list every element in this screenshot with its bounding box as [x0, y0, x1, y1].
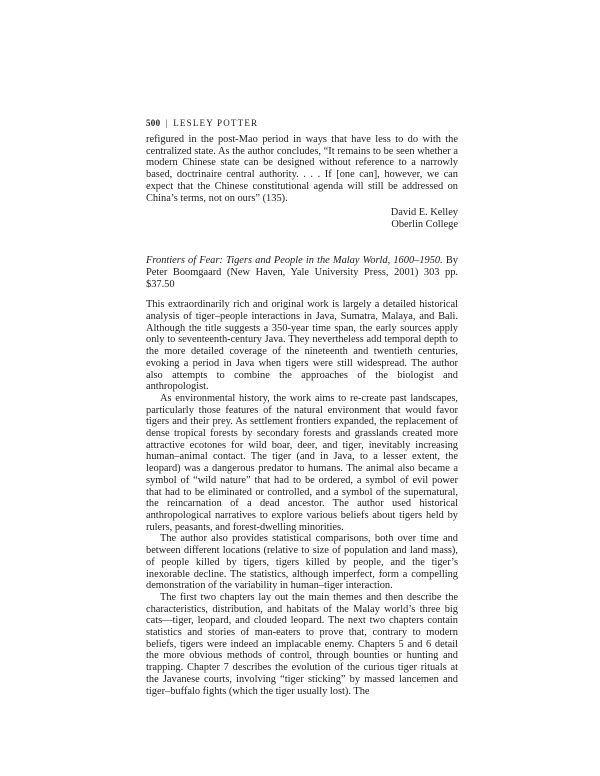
header-separator: |: [165, 118, 169, 128]
review-paragraph-3: The author also provides statistical comparisons, both over time and between different locations (relative to size of population and land mass), of people killed by tigers, tigers killed by people, and the tiger’s inexorable decline. The statistics, although imperfect, form a compelling demonstration of the variability in human–tiger interaction.: [146, 533, 458, 592]
journal-page: [146, 117, 458, 697]
book-title: Frontiers of Fear: Tigers and People in the Malay World, 1600–1950.: [146, 255, 443, 267]
review-paragraph-4: The first two chapters lay out the main themes and then describe the characteristics, distribution, and habitats of the Malay world’s three big cats—tiger, leopard, and clouded leopard. The next two chapters contain statistics and stories of man-eaters to prove that, contrary to modern beliefs, tigers were indeed an implacable enemy. Chapters 5 and 6 detail the more obvious methods of control, through bounties or hunting and trapping. Chapter 7 describes the evolution of the curious tiger rituals at the Javanese courts, involving “tiger sticking” by massed lancemen and tiger–buffalo fights (which the tiger usually lost). The: [146, 591, 458, 697]
reviewer-signature: [146, 207, 458, 231]
review-paragraph-2: As environmental history, the work aims to re-create past landscapes, particularly those features of the natural environment that would favor tigers and their prey. As settlement frontiers expanded, the replacement of dense tropical forests by secondary forests and grasslands created more attractive ecotones for wild boar, deer, and tiger, inevitably increasing human–animal contact. The tiger (and in Java, to a lesser extent, the leopard) was a dangerous predator to humans. The animal also became a symbol of “wild nature” that had to be ordered, a symbol of evil power that had to be eliminated or controlled, and a symbol of the supernatural, the reincarnation of a dead ancestor. The author used historical anthropological narratives to explore various beliefs about tigers held by rulers, peasants, and forest-dwelling minorities.: [146, 392, 458, 533]
reviewer-affiliation: Oberlin College: [391, 219, 458, 231]
book-citation: [146, 255, 458, 290]
page-number: 500: [146, 118, 161, 128]
book-details: By Peter Boomgaard (New Haven, Yale University Press, 2001) 303 pp. $37.50: [146, 255, 458, 290]
reviewer-name: David E. Kelley: [390, 207, 458, 219]
previous-review-closing: refigured in the post-Mao period in ways that have less to do with the centralized state. As the author concludes, “It remains to be seen whether a modern Chinese state can be designed without reference to a narrowly based, doctrinaire central authority. . . . If [one can], however, we can expect that the Chinese constitutional agenda will still be addressed on China’s terms, not on ours” (135).: [146, 134, 458, 204]
running-header: [146, 117, 458, 129]
review-paragraph-1: This extraordinarily rich and original work is largely a detailed historical analysis of tiger–people interactions in Java, Sumatra, Malaya, and Bali. Although the title suggests a 350-year time span, the early sources apply only to seventeenth-century Java. They nevertheless add temporal depth to the more detailed coverage of the nineteenth and twentieth centuries, evoking a period in Java when tigers were still widespread. The author also attempts to combine the approaches of the biologist and anthropologist.: [146, 299, 458, 393]
running-head: LESLEY POTTER: [173, 118, 259, 128]
